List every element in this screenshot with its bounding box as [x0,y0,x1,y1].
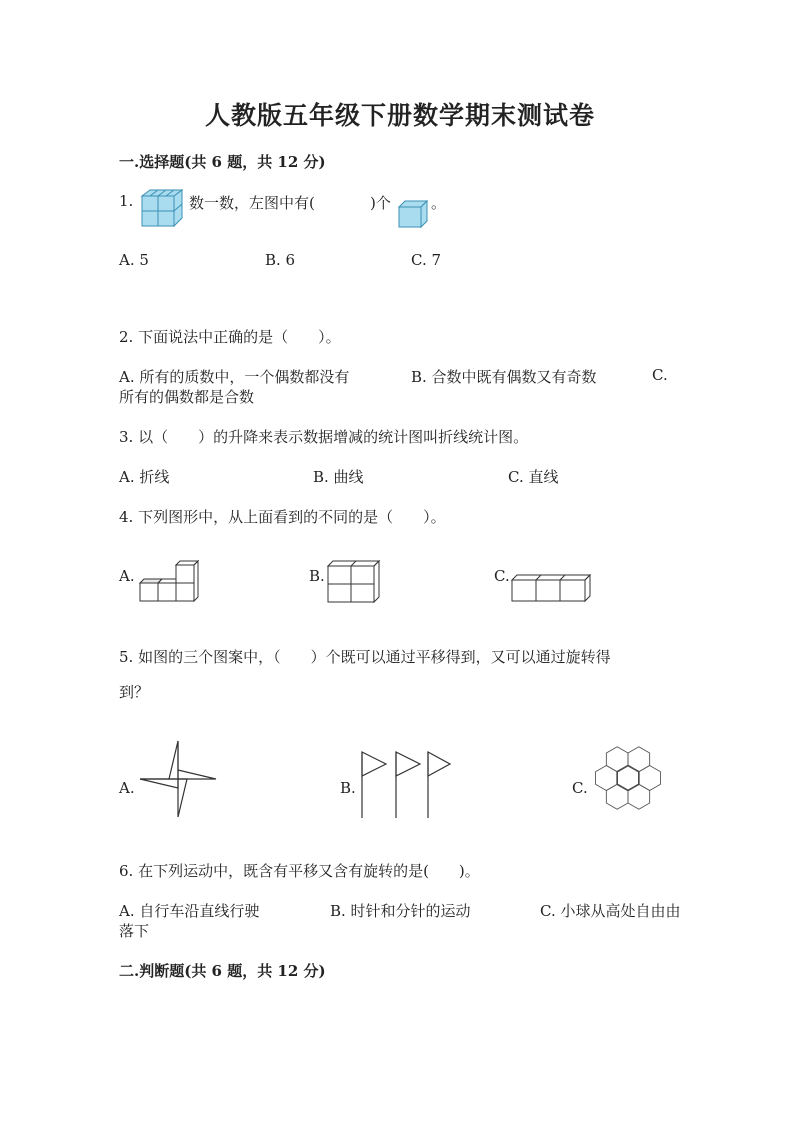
q4-figure-b [325,560,381,604]
page-title: 人教版五年级下册数学期末测试卷 [204,101,595,130]
q1-option-a[interactable]: A. 5 [119,251,149,269]
question-1-text-2: )个 [370,194,391,212]
question-5-text: 5. 如图的三个图案中，（ ）个既可以通过平移得到，又可以通过旋转得 [119,648,611,666]
hexagon-cell [639,766,661,791]
q6-option-a[interactable]: A. 自行车沿直线行驶 [119,902,260,920]
q1-option-c[interactable]: C. 7 [411,251,442,269]
q2-option-c-wrap: 所有的偶数都是合数 [119,388,255,406]
q4-figure-c [510,572,592,604]
q1-option-b[interactable]: B. 6 [265,251,296,269]
question-1-end: 。 [431,194,447,212]
section-heading-judgement: 二.判断题(共 6 题，共 12 分) [119,962,326,980]
q3-option-a[interactable]: A. 折线 [119,468,170,486]
q4-figure-a [136,561,198,605]
q3-option-c[interactable]: C. 直线 [508,468,559,486]
question-6-text: 6. 在下列运动中，既含有平移又含有旋转的是( )。 [119,862,480,880]
question-2-text: 2. 下面说法中正确的是（ ）。 [119,328,341,346]
hexagon-cluster-figure [590,738,666,818]
q6-option-c[interactable]: C. 小球从高处自由由 [540,902,681,920]
single-cube-figure [397,199,429,229]
hexagon-cell [617,766,639,791]
question-1-number: 1. [119,192,134,210]
section-heading-choice: 一.选择题(共 6 题，共 12 分) [119,153,326,171]
q4-option-a[interactable]: A. [119,567,135,585]
pinwheel-figure [139,740,217,818]
question-1-text: 数一数，左图中有( [189,194,315,212]
q5-option-a[interactable]: A. [119,779,135,797]
cube-stack-figure [138,188,188,230]
q5-option-b[interactable]: B. [340,779,356,797]
q6-option-b[interactable]: B. 时针和分针的运动 [330,902,471,920]
q4-option-b[interactable]: B. [309,567,325,585]
q2-option-c[interactable]: C. [652,366,668,384]
question-4-text: 4. 下列图形中，从上面看到的不同的是（ ）。 [119,508,446,526]
q5-option-c[interactable]: C. [572,779,588,797]
q2-option-b[interactable]: B. 合数中既有偶数又有奇数 [411,368,597,386]
q2-option-a[interactable]: A. 所有的质数中，一个偶数都没有 [119,368,350,386]
q6-option-c-wrap: 落下 [119,922,150,940]
question-3-text: 3. 以（ ）的升降来表示数据增减的统计图叫折线统计图。 [119,428,529,446]
q4-option-c[interactable]: C. [494,567,510,585]
hexagon-cell [596,766,618,791]
flags-figure [356,750,452,820]
question-5-text-wrap: 到？ [119,683,150,701]
q3-option-b[interactable]: B. 曲线 [313,468,364,486]
